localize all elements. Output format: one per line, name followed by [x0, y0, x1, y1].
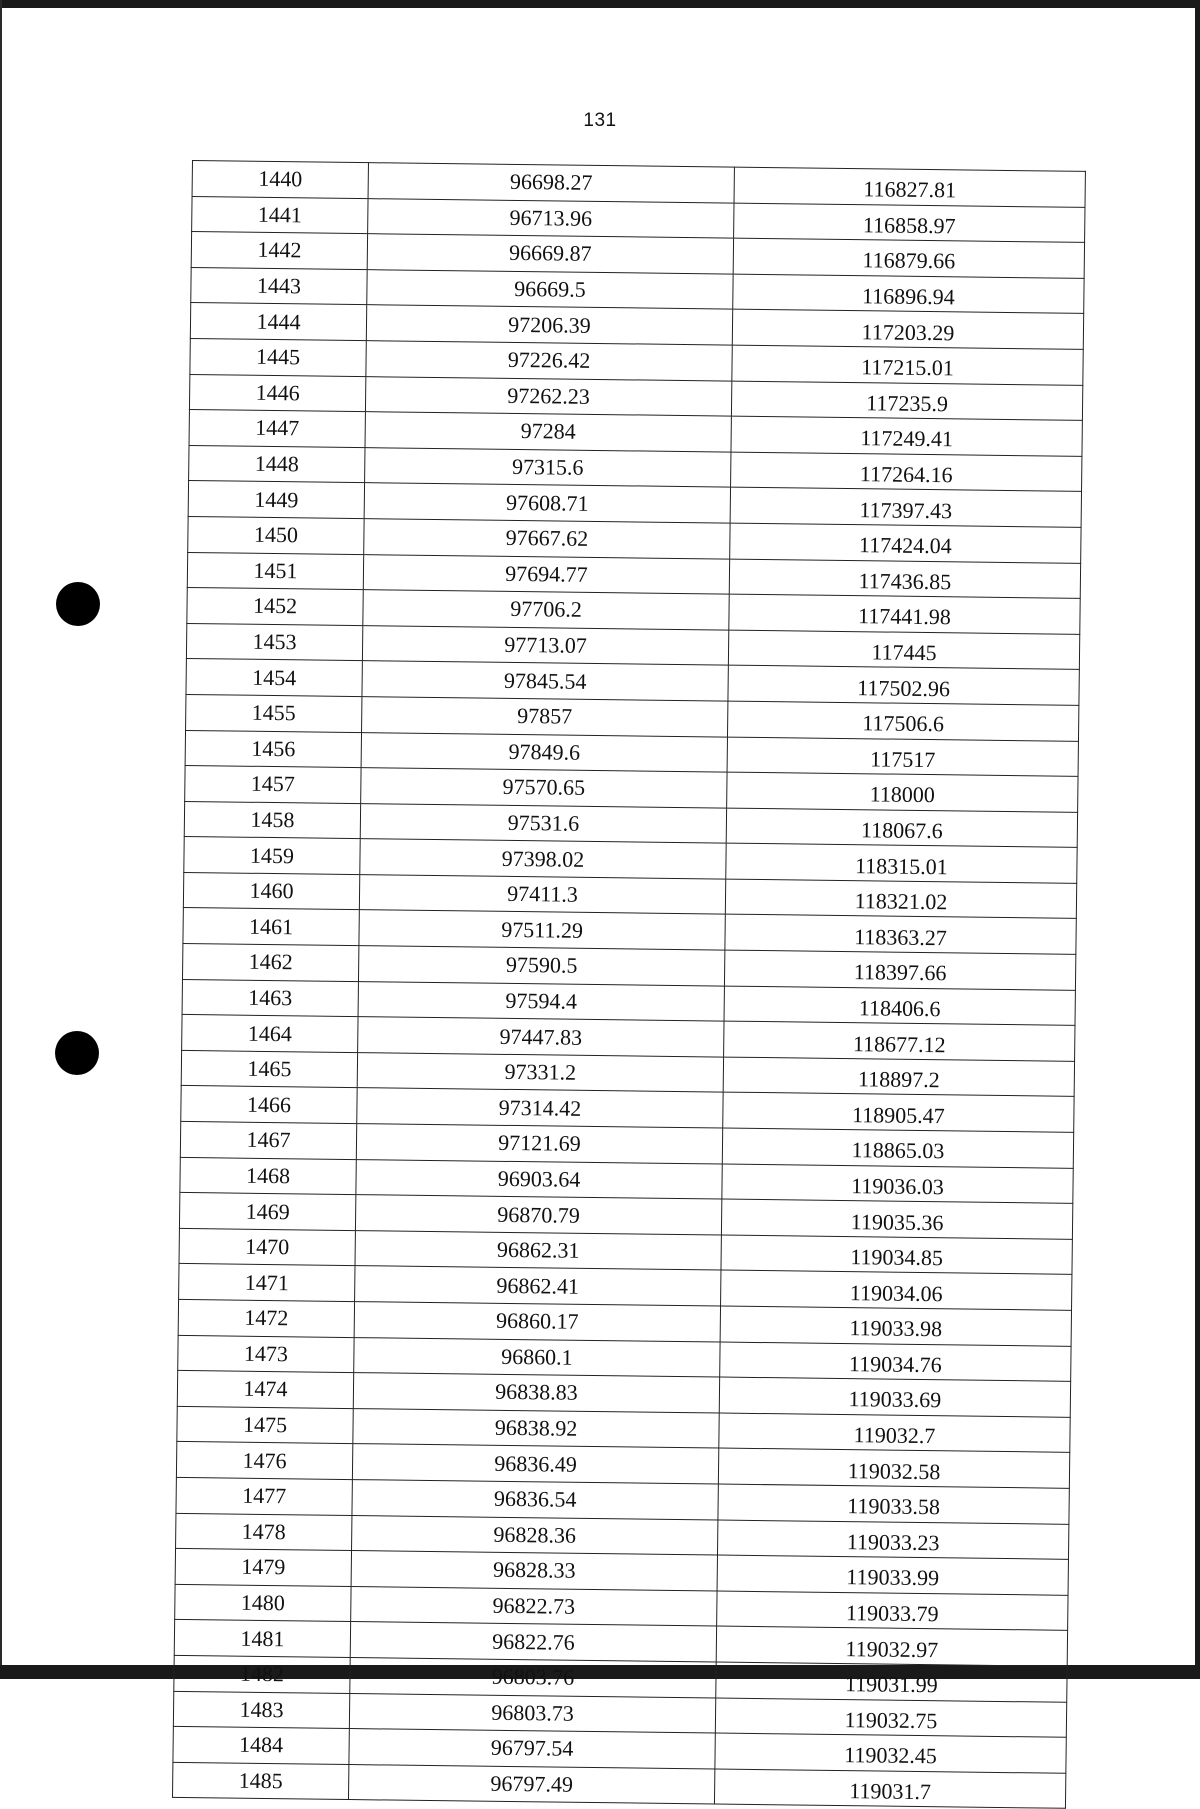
- point-id-cell: 1451: [187, 552, 363, 590]
- point-id-cell: 1463: [182, 979, 358, 1017]
- x-coordinate-cell: 96669.87: [367, 234, 733, 274]
- x-coordinate-cell: 96713.96: [368, 198, 734, 238]
- y-coordinate-cell: 119034.06: [721, 1270, 1072, 1310]
- x-coordinate-cell: 96828.36: [352, 1515, 718, 1555]
- y-coordinate-cell: 118406.6: [724, 986, 1075, 1026]
- x-coordinate-cell: 97447.83: [358, 1017, 724, 1057]
- x-coordinate-cell: 97226.42: [366, 341, 732, 381]
- point-id-cell: 1482: [174, 1655, 350, 1693]
- y-coordinate-cell: 119035.36: [721, 1199, 1072, 1239]
- x-coordinate-cell: 97608.71: [364, 483, 730, 523]
- punch-hole: [56, 582, 100, 626]
- point-id-cell: 1445: [190, 338, 366, 376]
- x-coordinate-cell: 96698.27: [368, 163, 734, 203]
- x-coordinate-cell: 96860.17: [354, 1302, 720, 1342]
- y-coordinate-cell: 119032.58: [718, 1448, 1069, 1488]
- x-coordinate-cell: 97590.5: [358, 946, 724, 986]
- scan-border-top: [0, 0, 1200, 8]
- point-id-cell: 1443: [191, 267, 367, 305]
- x-coordinate-cell: 97531.6: [360, 803, 726, 843]
- coordinate-table: [172, 160, 1086, 1809]
- scan-border-right: [1195, 0, 1200, 1679]
- y-coordinate-cell: 117441.98: [729, 594, 1080, 634]
- x-coordinate-cell: 97706.2: [363, 590, 729, 630]
- y-coordinate-cell: 119033.99: [717, 1555, 1068, 1595]
- y-coordinate-cell: 118397.66: [724, 950, 1075, 990]
- y-coordinate-cell: 118897.2: [723, 1057, 1074, 1097]
- x-coordinate-cell: 96797.54: [349, 1729, 715, 1769]
- y-coordinate-cell: 119033.98: [720, 1306, 1071, 1346]
- y-coordinate-cell: 118315.01: [726, 843, 1077, 883]
- point-id-cell: 1461: [183, 908, 359, 946]
- y-coordinate-cell: 117506.6: [727, 701, 1078, 741]
- x-coordinate-cell: 97845.54: [362, 661, 728, 701]
- x-coordinate-cell: 97284: [365, 412, 731, 452]
- point-id-cell: 1485: [172, 1762, 348, 1800]
- point-id-cell: 1462: [182, 944, 358, 982]
- x-coordinate-cell: 96838.83: [353, 1373, 719, 1413]
- y-coordinate-cell: 118363.27: [725, 915, 1076, 955]
- x-coordinate-cell: 97511.29: [359, 910, 725, 950]
- point-id-cell: 1469: [179, 1193, 355, 1231]
- point-id-cell: 1470: [179, 1228, 355, 1266]
- point-id-cell: 1448: [189, 445, 365, 483]
- y-coordinate-cell: 117397.43: [730, 487, 1081, 527]
- point-id-cell: 1453: [186, 623, 362, 661]
- point-id-cell: 1446: [189, 374, 365, 412]
- x-coordinate-cell: 96860.1: [354, 1337, 720, 1377]
- point-id-cell: 1479: [175, 1549, 351, 1587]
- x-coordinate-cell: 97594.4: [358, 981, 724, 1021]
- page-number: 131: [583, 110, 617, 131]
- point-id-cell: 1471: [179, 1264, 355, 1302]
- x-coordinate-cell: 97331.2: [357, 1052, 723, 1092]
- point-id-cell: 1483: [173, 1691, 349, 1729]
- y-coordinate-cell: 119031.99: [716, 1662, 1067, 1702]
- point-id-cell: 1444: [190, 303, 366, 341]
- point-id-cell: 1464: [182, 1015, 358, 1053]
- y-coordinate-cell: 119032.75: [715, 1698, 1066, 1738]
- y-coordinate-cell: 116896.94: [733, 274, 1084, 314]
- y-coordinate-cell: 118677.12: [724, 1021, 1075, 1061]
- point-id-cell: 1478: [176, 1513, 352, 1551]
- y-coordinate-cell: 116858.97: [734, 203, 1085, 243]
- x-coordinate-cell: 97411.3: [359, 874, 725, 914]
- x-coordinate-cell: 97262.23: [365, 376, 731, 416]
- y-coordinate-cell: 117502.96: [728, 665, 1079, 705]
- x-coordinate-cell: 97713.07: [362, 625, 728, 665]
- point-id-cell: 1475: [177, 1406, 353, 1444]
- y-coordinate-cell: 118905.47: [723, 1092, 1074, 1132]
- point-id-cell: 1473: [178, 1335, 354, 1373]
- point-id-cell: 1440: [192, 161, 368, 199]
- y-coordinate-cell: 119031.7: [714, 1769, 1065, 1809]
- point-id-cell: 1447: [189, 410, 365, 448]
- x-coordinate-cell: 97857: [362, 697, 728, 737]
- point-id-cell: 1466: [181, 1086, 357, 1124]
- point-id-cell: 1456: [185, 730, 361, 768]
- y-coordinate-cell: 119036.03: [722, 1164, 1073, 1204]
- point-id-cell: 1455: [186, 694, 362, 732]
- x-coordinate-cell: 96828.33: [351, 1551, 717, 1591]
- point-id-cell: 1477: [176, 1477, 352, 1515]
- y-coordinate-cell: 117445: [728, 630, 1079, 670]
- x-coordinate-cell: 97121.69: [356, 1124, 722, 1164]
- point-id-cell: 1465: [181, 1050, 357, 1088]
- x-coordinate-cell: 97315.6: [365, 447, 731, 487]
- x-coordinate-cell: 96822.73: [351, 1586, 717, 1626]
- point-id-cell: 1481: [174, 1620, 350, 1658]
- y-coordinate-cell: 118067.6: [726, 808, 1077, 848]
- x-coordinate-cell: 96838.92: [353, 1408, 719, 1448]
- point-id-cell: 1452: [187, 588, 363, 626]
- x-coordinate-cell: 96836.54: [352, 1480, 718, 1520]
- point-id-cell: 1476: [176, 1442, 352, 1480]
- point-id-cell: 1457: [185, 766, 361, 804]
- y-coordinate-cell: 116827.81: [734, 167, 1085, 207]
- point-id-cell: 1460: [183, 872, 359, 910]
- x-coordinate-cell: 96903.64: [356, 1159, 722, 1199]
- x-coordinate-cell: 96669.5: [367, 269, 733, 309]
- x-coordinate-cell: 96862.31: [355, 1230, 721, 1270]
- punch-hole: [55, 1031, 99, 1075]
- x-coordinate-cell: 97849.6: [361, 732, 727, 772]
- y-coordinate-cell: 119033.69: [719, 1377, 1070, 1417]
- x-coordinate-cell: 97694.77: [363, 554, 729, 594]
- y-coordinate-cell: 117215.01: [732, 345, 1083, 385]
- x-coordinate-cell: 96803.73: [349, 1693, 715, 1733]
- point-id-cell: 1474: [177, 1371, 353, 1409]
- scan-border-left: [0, 0, 2, 1679]
- y-coordinate-cell: 119033.79: [717, 1591, 1068, 1631]
- point-id-cell: 1472: [178, 1299, 354, 1337]
- y-coordinate-cell: 116879.66: [733, 238, 1084, 278]
- y-coordinate-cell: 119032.7: [719, 1413, 1070, 1453]
- point-id-cell: 1442: [191, 232, 367, 270]
- point-id-cell: 1441: [192, 196, 368, 234]
- y-coordinate-cell: 118321.02: [725, 879, 1076, 919]
- point-id-cell: 1449: [188, 481, 364, 519]
- point-id-cell: 1459: [184, 837, 360, 875]
- x-coordinate-cell: 97667.62: [364, 519, 730, 559]
- x-coordinate-cell: 96870.79: [355, 1195, 721, 1235]
- y-coordinate-cell: 118000: [727, 772, 1078, 812]
- x-coordinate-cell: 96822.76: [350, 1622, 716, 1662]
- y-coordinate-cell: 117235.9: [731, 381, 1082, 421]
- x-coordinate-cell: 96862.41: [355, 1266, 721, 1306]
- y-coordinate-cell: 119034.85: [721, 1235, 1072, 1275]
- point-id-cell: 1468: [180, 1157, 356, 1195]
- y-coordinate-cell: 119032.97: [716, 1626, 1067, 1666]
- y-coordinate-cell: 117517: [727, 737, 1078, 777]
- y-coordinate-cell: 117203.29: [732, 309, 1083, 349]
- point-id-cell: 1458: [184, 801, 360, 839]
- coordinate-table-body: [172, 161, 1085, 1809]
- x-coordinate-cell: 96797.49: [348, 1764, 714, 1804]
- point-id-cell: 1484: [173, 1727, 349, 1765]
- y-coordinate-cell: 117264.16: [731, 452, 1082, 492]
- y-coordinate-cell: 117249.41: [731, 416, 1082, 456]
- x-coordinate-cell: 97398.02: [360, 839, 726, 879]
- point-id-cell: 1480: [175, 1584, 351, 1622]
- x-coordinate-cell: 97206.39: [366, 305, 732, 345]
- y-coordinate-cell: 118865.03: [722, 1128, 1073, 1168]
- y-coordinate-cell: 119034.76: [720, 1342, 1071, 1382]
- point-id-cell: 1467: [180, 1121, 356, 1159]
- point-id-cell: 1454: [186, 659, 362, 697]
- x-coordinate-cell: 97570.65: [361, 768, 727, 808]
- y-coordinate-cell: 119033.23: [717, 1520, 1068, 1560]
- x-coordinate-cell: 97314.42: [357, 1088, 723, 1128]
- x-coordinate-cell: 96803.76: [350, 1657, 716, 1697]
- point-id-cell: 1450: [188, 516, 364, 554]
- y-coordinate-cell: 117424.04: [730, 523, 1081, 563]
- x-coordinate-cell: 96836.49: [352, 1444, 718, 1484]
- y-coordinate-cell: 117436.85: [729, 559, 1080, 599]
- y-coordinate-cell: 119033.58: [718, 1484, 1069, 1524]
- y-coordinate-cell: 119032.45: [715, 1733, 1066, 1773]
